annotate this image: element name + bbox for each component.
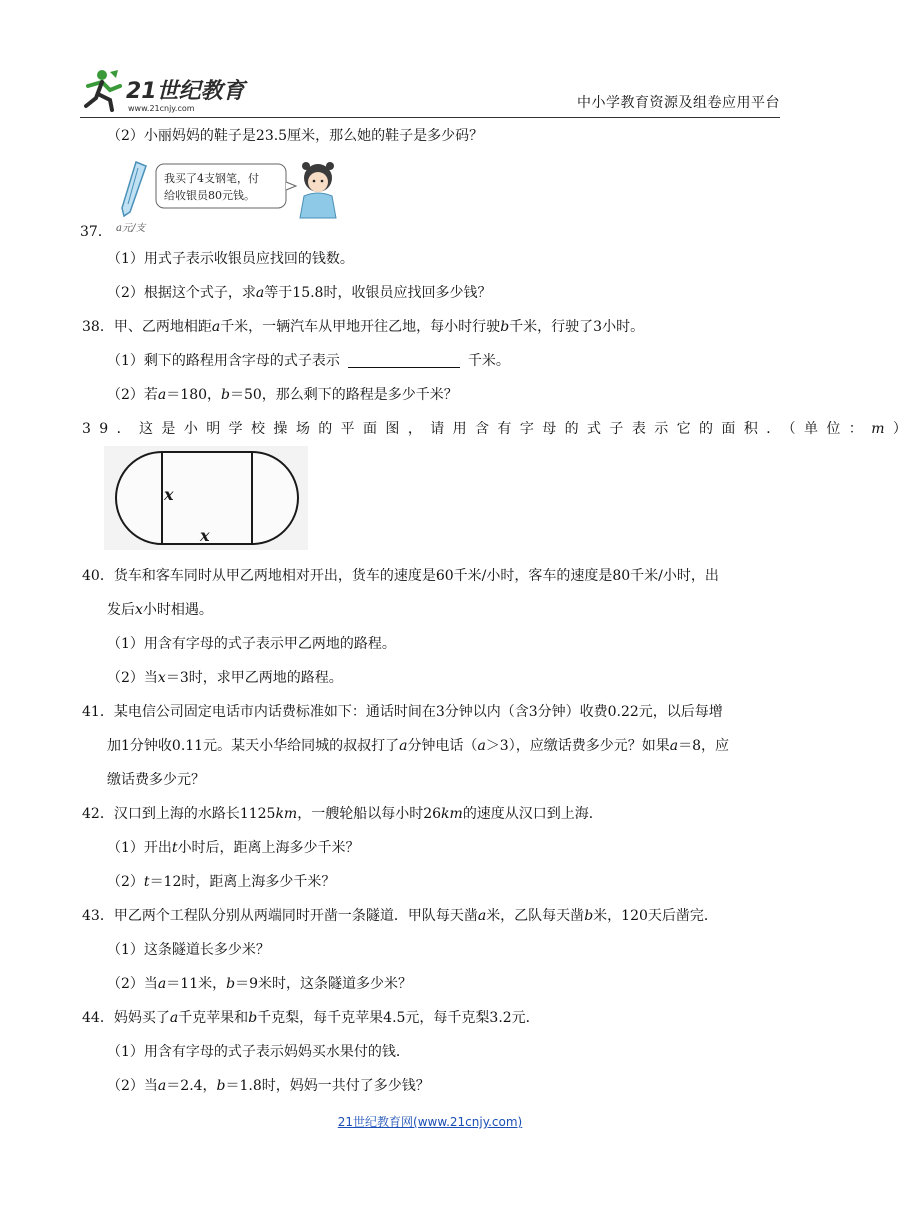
- q42-stem: 42．汉口到上海的水路长1125km，一艘轮船以每小时26km的速度从汉口到上海．: [82, 806, 603, 822]
- q41-stem-3: 缴话费多少元？: [107, 772, 205, 788]
- q37-caption: a元/支: [116, 223, 146, 234]
- q37-part1: （1）用式子表示收银员应找回的钱数。: [107, 251, 354, 267]
- logo-text: 21世纪教育: [126, 79, 245, 104]
- q40-part2: （2）当x＝3时，求甲乙两地的路程。: [107, 670, 343, 686]
- logo-url: www.21cnjy.com: [128, 104, 195, 113]
- q37-number: 37．: [80, 224, 112, 240]
- header-divider: [80, 117, 780, 118]
- q38-stem: 38．甲、乙两地相距a千米，一辆汽车从甲地开往乙地，每小时行驶b千米，行驶了3小时。: [82, 319, 645, 335]
- q42-part2: （2）t＝12时，距离上海多少千米？: [107, 874, 336, 890]
- label-x-width: x: [200, 526, 210, 545]
- q43-part1: （1）这条隧道长多少米？: [107, 942, 270, 958]
- playground-diagram: [104, 446, 308, 550]
- q44-part1: （1）用含有字母的式子表示妈妈买水果付的钱．: [107, 1044, 410, 1060]
- q40-part1: （1）用含有字母的式子表示甲乙两地的路程。: [107, 636, 396, 652]
- q41-stem-2: 加1分钟收0.11元。某天小华给同城的叔叔打了a分钟电话（a＞3），应缴话费多少元？如果a＝8，应: [107, 738, 729, 754]
- q37-part2: （2）根据这个式子，求a等于15.8时，收银员应找回多少钱？: [107, 285, 492, 301]
- label-x-height: x: [164, 485, 174, 504]
- girl-icon: [300, 162, 336, 218]
- logo: [80, 66, 270, 116]
- bubble-text-2: 给收银员80元钱。: [164, 189, 255, 202]
- q38-part1: （1）剩下的路程用含字母的式子表示 千米。: [107, 353, 510, 369]
- bubble-text-1: 我买了4支钢笔，付: [164, 172, 259, 185]
- q40-stem-1: 40．货车和客车同时从甲乙两地相对开出，货车的速度是60千米/小时，客车的速度是80千米/小时，出: [82, 568, 719, 584]
- q43-stem: 43．甲乙两个工程队分别从两端同时开凿一条隧道．甲队每天凿a米，乙队每天凿b米，120天后凿完．: [82, 908, 718, 924]
- runner-icon: [86, 70, 120, 110]
- q44-stem: 44．妈妈买了a千克苹果和b千克梨，每千克苹果4.5元，每千克梨3.2元．: [82, 1010, 540, 1026]
- footer-link[interactable]: 21世纪教育网(www.21cnjy.com): [337, 1115, 523, 1129]
- q44-part2: （2）当a＝2.4，b＝1.8时，妈妈一共付了多少钱？: [107, 1078, 430, 1094]
- q40-stem-2: 发后x小时相遇。: [107, 602, 213, 618]
- q37-illustration: [118, 156, 348, 226]
- pen-icon: [122, 162, 146, 216]
- speech-bubble: [156, 164, 296, 208]
- q42-part1: （1）开出t小时后，距离上海多少千米？: [107, 840, 360, 856]
- q39-stem: 39．这是小明学校操场的平面图，请用含有字母的式子表示它的面积．（单位：m）: [82, 421, 915, 437]
- answer-blank[interactable]: [348, 353, 460, 368]
- q43-part2: （2）当a＝11米，b＝9米时，这条隧道多少米？: [107, 976, 412, 992]
- platform-name: 中小学教育资源及组卷应用平台: [577, 95, 780, 111]
- q38-part2: （2）若a＝180，b＝50，那么剩下的路程是多少千米？: [107, 387, 458, 403]
- q41-stem-1: 41．某电信公司固定电话市内话费标准如下：通话时间在3分钟以内（含3分钟）收费0.22元，以后每增: [82, 704, 723, 720]
- q36-part2: （2）小丽妈妈的鞋子是23.5厘米，那么她的鞋子是多少码？: [107, 128, 484, 144]
- page-header: [80, 66, 780, 118]
